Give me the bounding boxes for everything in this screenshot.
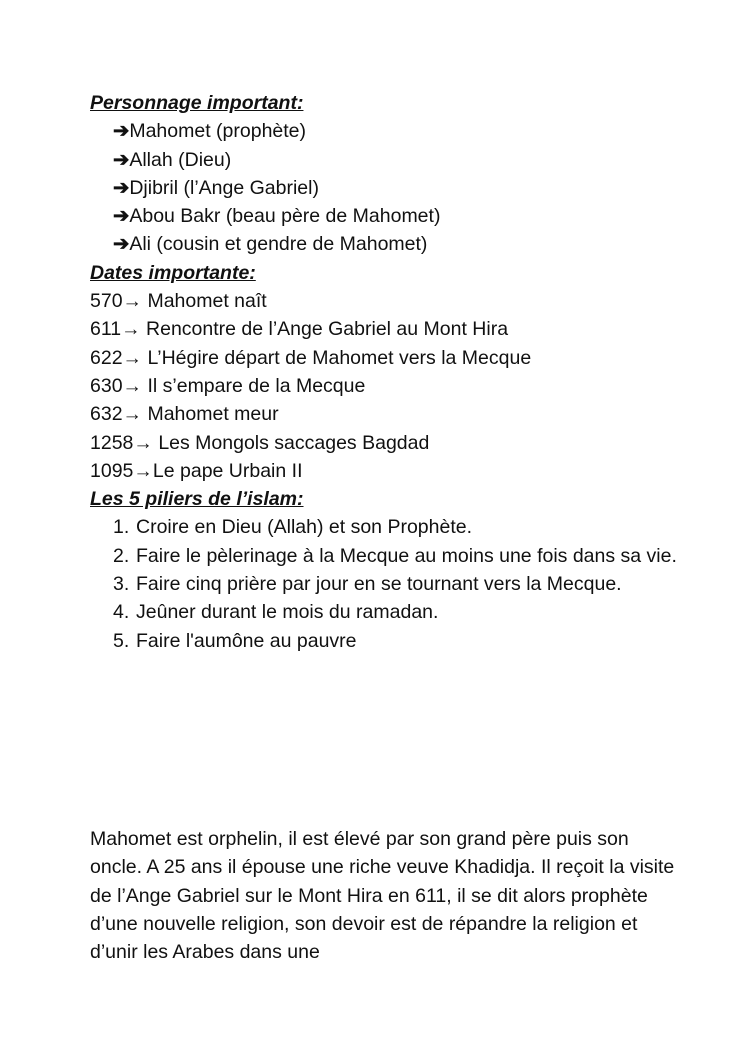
date-year: 622: [90, 346, 123, 369]
item-number: 4.: [113, 601, 130, 624]
item-number: 5.: [113, 629, 130, 652]
list-item: 4. Jeûner durant le mois du ramadan.: [90, 598, 690, 626]
date-event: Le pape Urbain II: [152, 459, 303, 482]
arrow-icon: ➔: [113, 120, 130, 143]
item-number: 3.: [113, 573, 130, 596]
list-item: ➔Allah (Dieu): [113, 148, 232, 171]
list-item: ➔Ali (cousin et gendre de Mahomet): [113, 233, 428, 256]
list-item: 2. Faire le pèlerinage à la Mecque au moins une fois dans sa vie.: [90, 542, 690, 570]
date-item: [90, 315, 690, 343]
list-item: ➔Abou Bakr (beau père de Mahomet): [113, 205, 441, 228]
arrow-icon: →: [133, 459, 153, 482]
date-year: 632: [90, 403, 123, 426]
date-item: [90, 372, 690, 400]
item-number: 2.: [113, 544, 130, 567]
list-item: 1. Croire en Dieu (Allah) et son Prophète.: [90, 513, 690, 541]
arrow-icon: →: [133, 431, 159, 454]
item-number: 1.: [113, 516, 130, 539]
arrow-icon: →: [122, 290, 148, 313]
list-item: 3. Faire cinq prière par jour en se tournant vers la Mecque.: [90, 570, 690, 598]
personnages-list: [90, 117, 690, 258]
notes-content: [90, 89, 690, 655]
arrow-icon: ➔: [113, 176, 130, 199]
date-event: Rencontre de l’Ange Gabriel au Mont Hira: [146, 318, 509, 341]
date-event: Mahomet naît: [147, 290, 267, 313]
date-year: 1095: [90, 459, 134, 482]
arrow-icon: →: [121, 318, 147, 341]
personnages-heading: Personnage important:: [90, 92, 304, 114]
date-item: [90, 400, 690, 428]
arrow-icon: ➔: [113, 148, 130, 171]
arrow-icon: →: [122, 374, 148, 397]
summary-paragraph: Mahomet est orphelin, il est élevé par son grand père puis son oncle. A 25 ans il épouse une riche veuve Khadidja. Il reçoit la visite de l’Ange Gabriel sur le Mont Hira en 611, il se dit alors prophète d’une nouvelle religion, son devoir est de répandre la religion et d’unir les Arabes dans une: [90, 828, 675, 964]
arrow-icon: →: [122, 346, 148, 369]
date-item: [90, 457, 690, 485]
date-event: L’Hégire départ de Mahomet vers la Mecque: [147, 346, 532, 369]
arrow-icon: ➔: [113, 205, 130, 228]
date-item: [90, 429, 690, 457]
date-event: Les Mongols saccages Bagdad: [158, 431, 430, 454]
date-year: 570: [90, 290, 123, 313]
piliers-list: [90, 513, 690, 654]
list-item: ➔Djibril (l’Ange Gabriel): [113, 176, 319, 199]
date-item: [90, 287, 690, 315]
date-item: [90, 344, 690, 372]
arrow-icon: ➔: [113, 233, 130, 256]
date-year: 1258: [90, 431, 134, 454]
arrow-icon: →: [122, 403, 148, 426]
list-item: ➔Mahomet (prophète): [113, 120, 307, 143]
date-event: Il s’empare de la Mecque: [147, 374, 366, 397]
dates-heading: Dates importante:: [90, 261, 256, 284]
dates-list: [90, 287, 690, 485]
date-event: Mahomet meur: [147, 403, 279, 426]
date-year: 630: [90, 374, 123, 397]
date-year: 611: [90, 318, 122, 341]
list-item: 5. Faire l'aumône au pauvre: [90, 627, 690, 655]
piliers-heading: Les 5 piliers de l’islam:: [90, 488, 304, 511]
